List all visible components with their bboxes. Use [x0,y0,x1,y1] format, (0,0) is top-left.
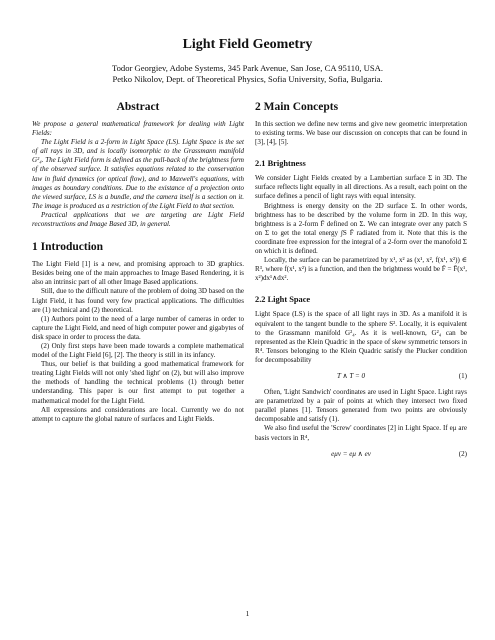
intro-paragraph: Still, due to the difficult nature of the problem of doing 3D based on the Light Field, it has found very few practical applications. The difficulties are (1) technical and (2) theoretical. [32,287,244,314]
abstract-paragraph: We propose a general mathematical framework for dealing with Light Fields: [32,120,244,138]
left-column [32,100,244,424]
light-space-paragraph: Often, 'Light Sandwich' coordinates are used in Light Space. Light rays are parametrized by a pair of points at which they intersect two fixed parallel planes [1]. Tensors generated from two points are obviously decomposable and satisfy (1). [255,388,467,424]
equation-number: (1) [458,371,467,380]
intro-paragraph: The Light Field [1] is a new, and promising approach to 3D graphics. Besides being one of the main approaches to Image Based Rendering, it is also an intrinsic part of all other Image Based applications. [32,260,244,287]
brightness-paragraph: We consider Light Fields created by a Lambertian surface Σ in 3D. The surface reflects light equally in all directions. As a result, each point on the surface defines a pencil of light rays with equal intensity. [255,174,467,201]
light-space-paragraph: We also find useful the 'Screw' coordinates [2] in Light Space. If eμ are basis vectors in R⁴, [255,424,467,442]
light-space-paragraph: Light Space (LS) is the space of all light rays in 3D. As a manifold it is equivalent to the tangent bundle to the sphere S². Locally, it is equivalent to the Grassmann manifold G²₄. As it is well-known, G²₄ can be represented as the Klein Quadric in the space of skew symmetric tensors in R⁴. Tensors belonging to the Klein Quadric satisfy the Plucker condition for decomposability [255,310,467,364]
introduction-heading: 1 Introduction [32,241,104,254]
equation-expression: T ∧ T = 0 [336,371,366,380]
brightness-paragraph: Brightness is energy density on the 2D surface Σ. In other words, brightness has to be described by the volume form in 2D. In this way, brightness is a 2-form F̄ defined on Σ. We can integrate over any patch S on Σ to get the total energy ∫S F̄ radiated from it. Note that this is the coordinate free expression for the integral of a 2-form over the manofold Σ on which it is defined. [255,201,467,256]
light-space-heading: 2.2 Light Space [255,295,311,305]
right-column [255,100,467,466]
brightness-heading: 2.1 Brightness [255,159,306,169]
paper-title: Light Field Geometry [182,37,313,52]
equation-2 [255,450,467,459]
author-line: Petko Nikolov, Dept. of Theoretical Physics, Sofia University, Sofia, Bulgaria. [112,74,383,84]
author-block [0,63,495,85]
brightness-paragraph: Locally, the surface can be parametrized by x¹, x² as (x¹, x², f(x¹, x²)) ∈ R³, where f(x¹, x²) is a function, and then the brightness would be F̄ = F̄(x¹, x²)dx¹∧dx². [255,256,467,283]
author-line: Todor Georgiev, Adobe Systems, 345 Park Avenue, San Jose, CA 95110, USA. [111,63,384,73]
equation-1 [255,372,467,381]
intro-paragraph: (2) Only first steps have been made towards a complete mathematical model of the Light Field [6], [2]. The theory is still in its infancy. [32,341,244,360]
abstract-heading: Abstract [116,101,160,113]
intro-paragraph: All expressions and considerations are local. Currently we do not attempt to capture the global nature of surfaces and Light Fields. [32,405,244,423]
intro-paragraph: (1) Authors point to the need of a large number of cameras in order to capture the Light Field, and need of high computer power and gigabytes of disk space in order to process the data. [32,314,244,341]
intro-paragraph: Thus, our belief is that building a good mathematical framework for treating Light Fields will not only 'shed light' on (2), but will also improve the methods of handling the technical problems (1) through better understanding. This paper is our first attempt to put together a mathematical model for the Light Field. [32,360,244,405]
equation-number: (2) [458,449,467,458]
main-concepts-heading: 2 Main Concepts [255,101,339,113]
main-intro-paragraph: In this section we define new terms and give new geometric interpretation to existing terms. We base our discussion on concepts that can be found in [3], [4], [5]. [255,120,467,147]
abstract-paragraph: Practical applications that we are targeting are Light Field reconstructions and Image Based 3D, in general. [32,210,244,229]
abstract-paragraph: The Light Field is a 2-form in Light Space (LS). Light Space is the set of all rays in 3D, and is locally isomorphic to the Grassmann manifold G²₄. The Light Field form is defined as the pull-back of the brightness form of the observed surface. It satisfies equations related to the conservation law in fluid dynamics (or optical flow), and to Maxwell's equations, with images as boundary conditions. Due to the existance of a projection onto the viewed surface, LS is a bundle, and the camera itself is a section on it. The image is produced as a restriction of the Light Field to that section. [32,138,244,210]
equation-expression: eμν = eμ ∧ eν [331,449,371,458]
page-number: 1 [245,609,250,618]
